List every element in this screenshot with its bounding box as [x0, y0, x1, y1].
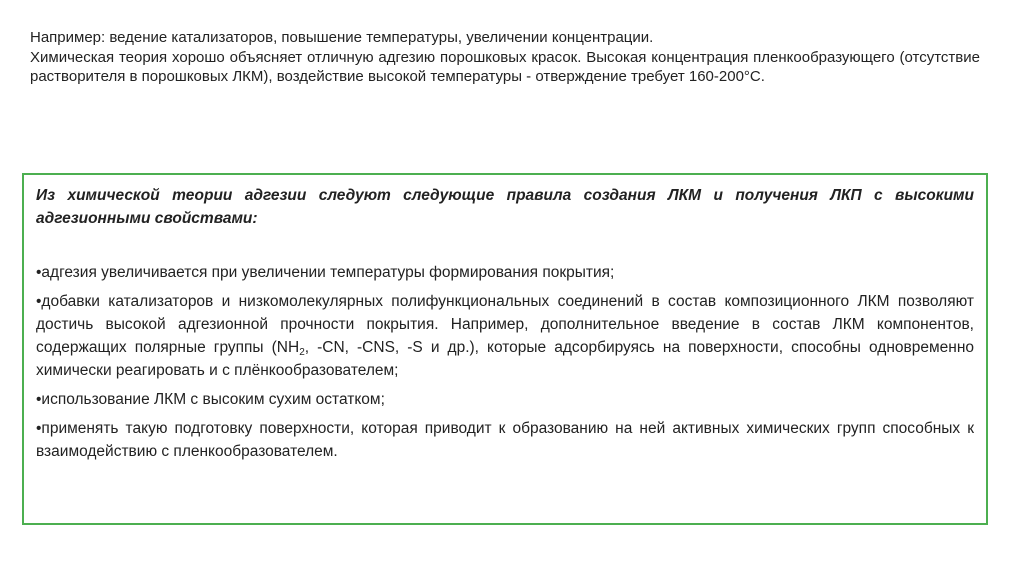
intro-text [30, 28, 980, 87]
rule-item-additives [36, 290, 974, 382]
rule-item-additives-text-2: , -CN, -CNS, -S и др.), которые адсорбируясь на поверхности, способны одновременно химически реагировать и с плёнкообразователем; [36, 339, 975, 379]
intro-line-1: Например: ведение катализаторов, повышение температуры, увеличении концентрации. [30, 29, 654, 46]
rule-item-additives-text-1: •добавки катализаторов и низкомолекулярных полифункциональных соединений в состав композиционного ЛКМ позволяют достичь высокой адгезионной прочности покрытия. Например, дополнительное введение в состав ЛКМ компонентов, содержащих полярные группы (NH [36, 293, 974, 356]
rules-box-title: Из химической теории адгезии следуют следующие правила создания ЛКМ и получения ЛКП с высокими адгезионными свойствами: [36, 187, 974, 227]
rule-item-temperature: •адгезия увеличивается при увеличении температуры формирования покрытия; [36, 264, 615, 281]
rule-item-surface-preparation: •применять такую подготовку поверхности, которая приводит к образованию на ней активных химических групп способных к взаимодействию с пленкообразователем. [36, 420, 974, 460]
rules-box [22, 173, 988, 525]
rules-list [36, 261, 974, 463]
subscript-2: 2 [299, 347, 305, 358]
rule-item-dry-residue: •использование ЛКМ с высоким сухим остатком; [36, 391, 385, 408]
intro-paragraph-2: Химическая теория хорошо объясняет отличную адгезию порошковых красок. Высокая концентрация пленкообразующего (отсутствие растворителя в порошковых ЛКМ), воздействие высокой температуры - отверждение требует 160-200°С. [30, 48, 980, 85]
